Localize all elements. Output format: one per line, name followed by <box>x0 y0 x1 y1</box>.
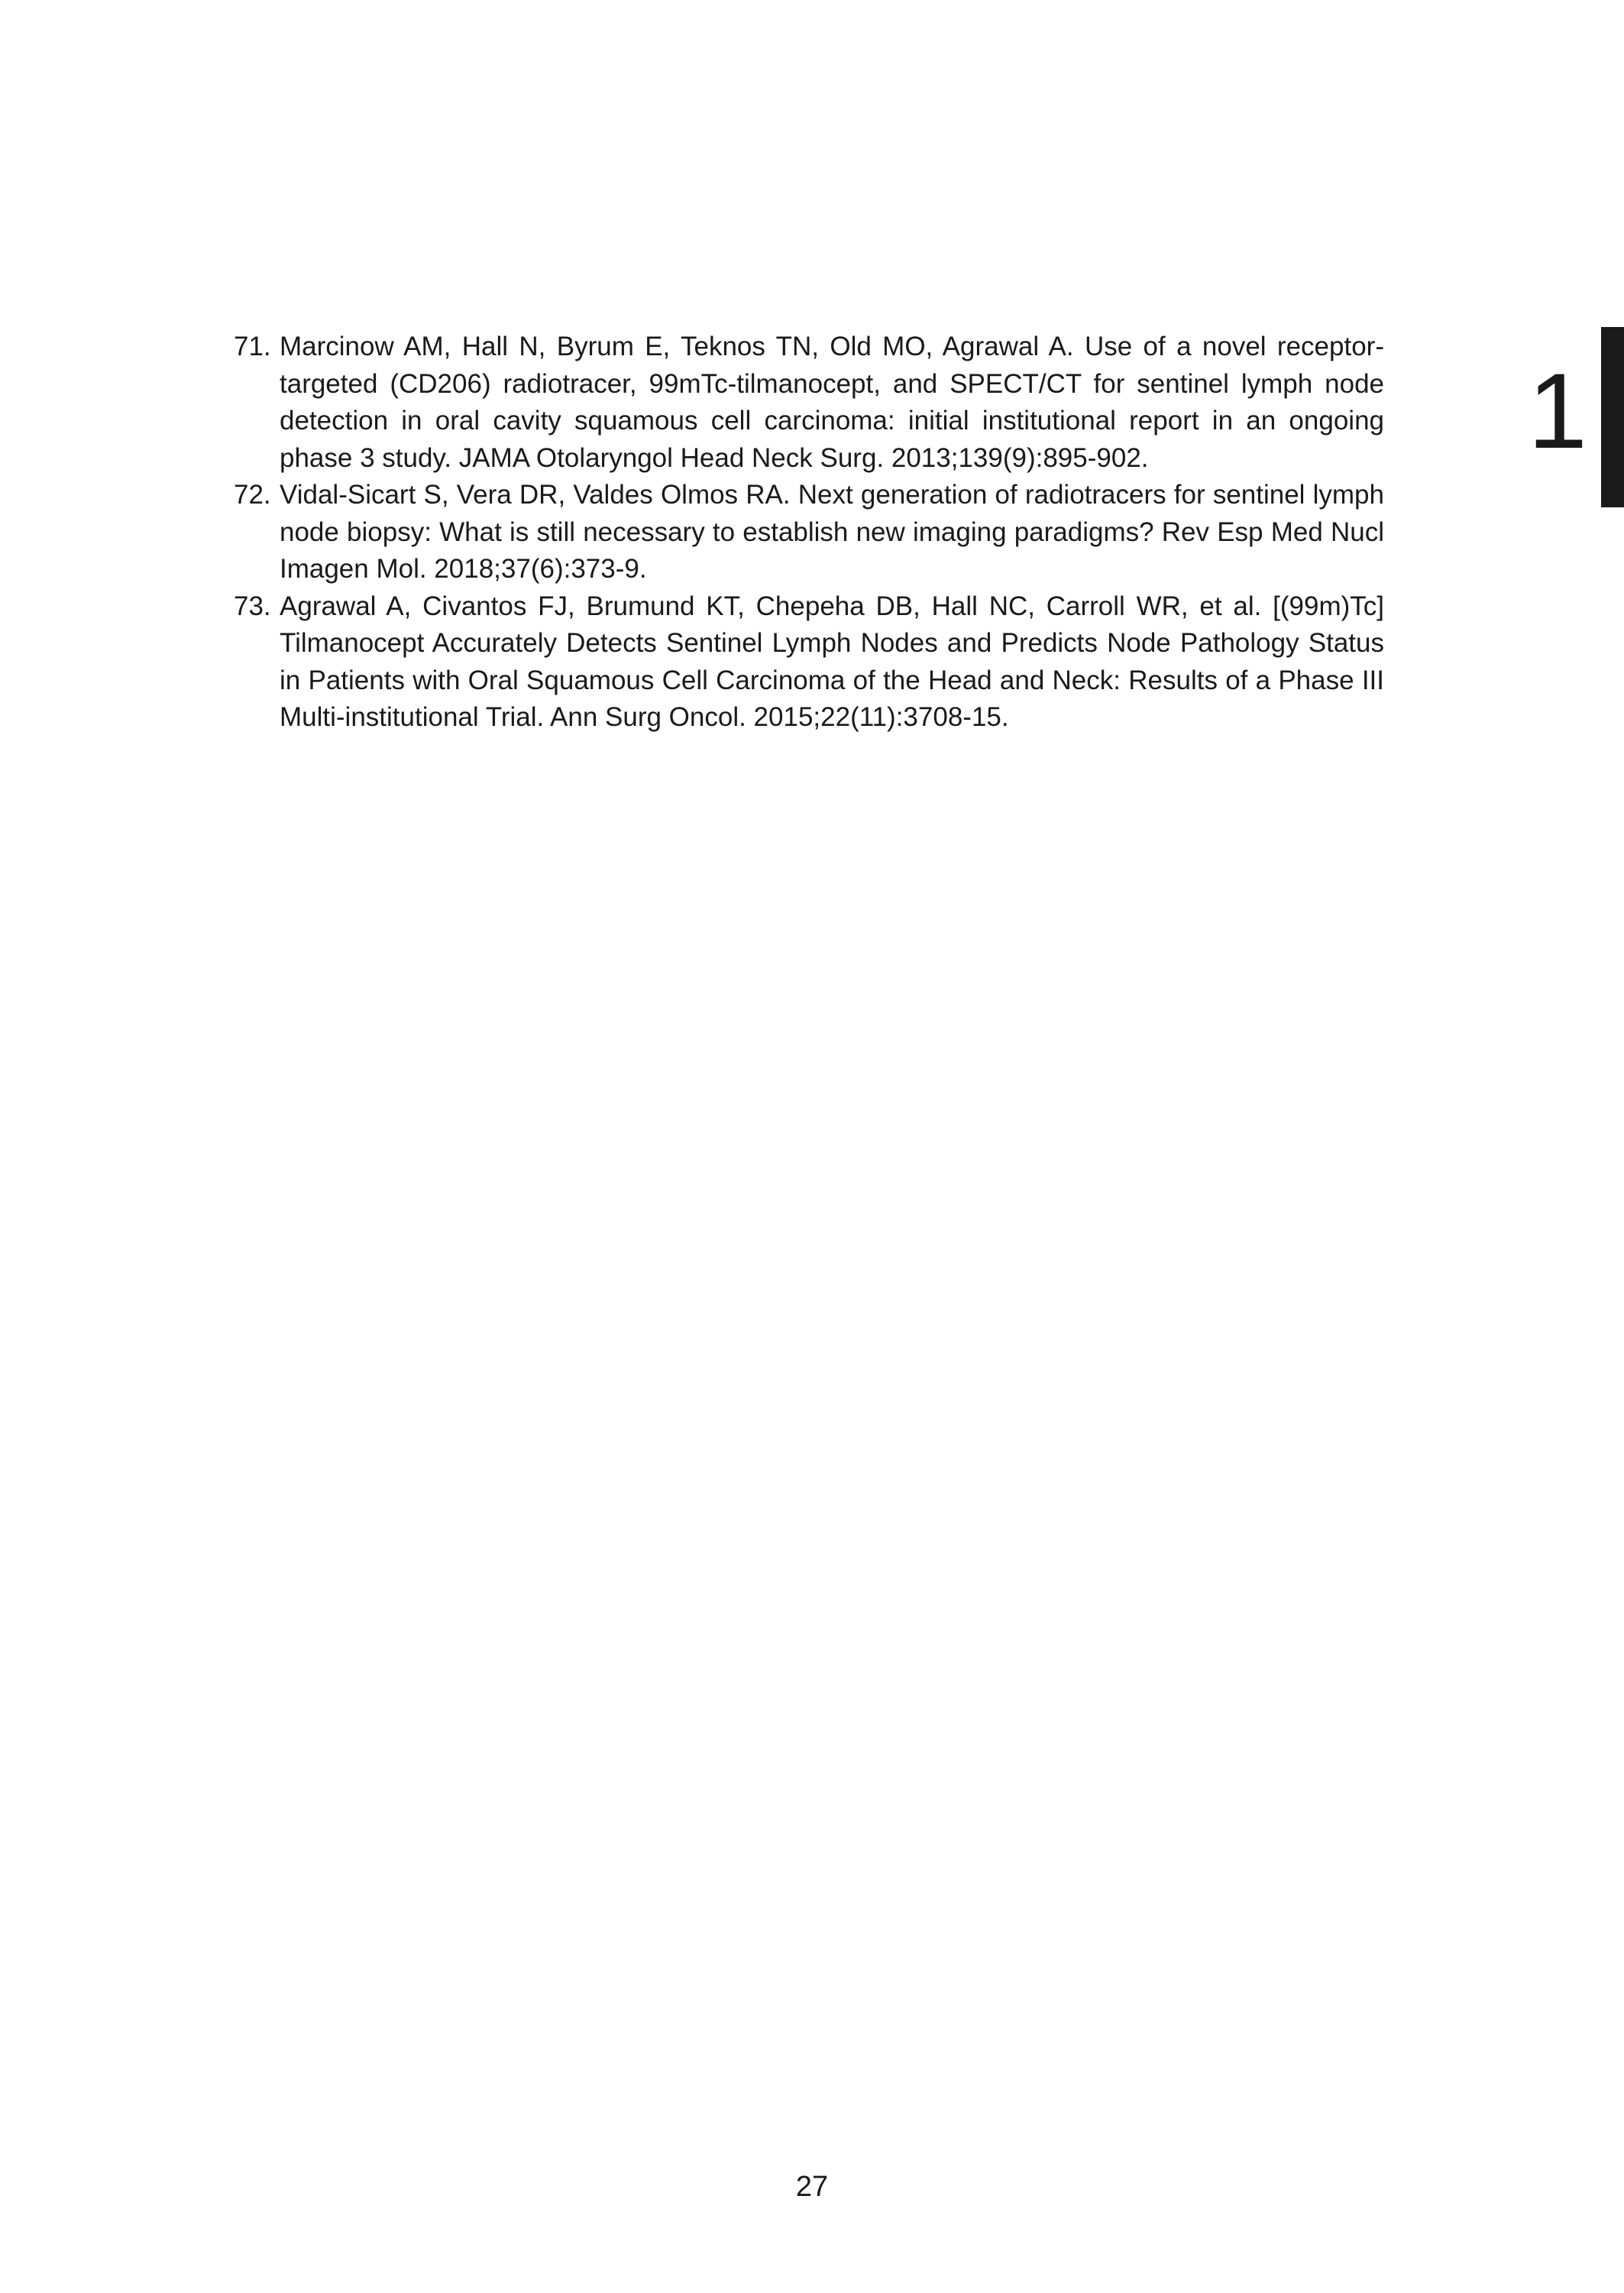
reference-item <box>234 477 1384 588</box>
reference-item <box>234 329 1384 477</box>
reference-list <box>234 329 1384 737</box>
reference-number: 71. <box>234 332 271 361</box>
reference-text: Marcinow AM, Hall N, Byrum E, Teknos TN, Old MO, Agrawal A. Use of a novel receptor-targeted (CD206) radiotracer, 99mTc-tilmanocept, and SPECT/CT for sentinel lymph node detection in oral cavity squamous cell carcinoma: initial institutional report in an ongoing phase 3 study. JAMA Otolaryngol Head Neck Surg. 2013;139(9):895-902. <box>280 332 1384 473</box>
reference-text: Vidal-Sicart S, Vera DR, Valdes Olmos RA. Next generation of radiotracers for sentinel lymph node biopsy: What is still necessary to establish new imaging paradigms? Rev Esp Med Nucl Imagen Mol. 2018;37(6):373-9. <box>280 480 1384 584</box>
reference-text: Agrawal A, Civantos FJ, Brumund KT, Chepeha DB, Hall NC, Carroll WR, et al. [(99m)Tc] Tilmanocept Accurately Detects Sentinel Lymph Nodes and Predicts Node Pathology Status in Patients with Oral Squamous Cell Carcinoma of the Head and Neck: Results of a Phase III Multi-institutional Trial. Ann Surg Oncol. 2015;22(11):3708-15. <box>280 591 1384 732</box>
reference-number: 72. <box>234 480 271 510</box>
chapter-bar <box>1601 327 1624 507</box>
chapter-number: 1 <box>1528 351 1587 471</box>
reference-number: 73. <box>234 591 271 621</box>
chapter-tab <box>1528 327 1624 507</box>
reference-item <box>234 588 1384 737</box>
page-number: 27 <box>795 2171 829 2203</box>
